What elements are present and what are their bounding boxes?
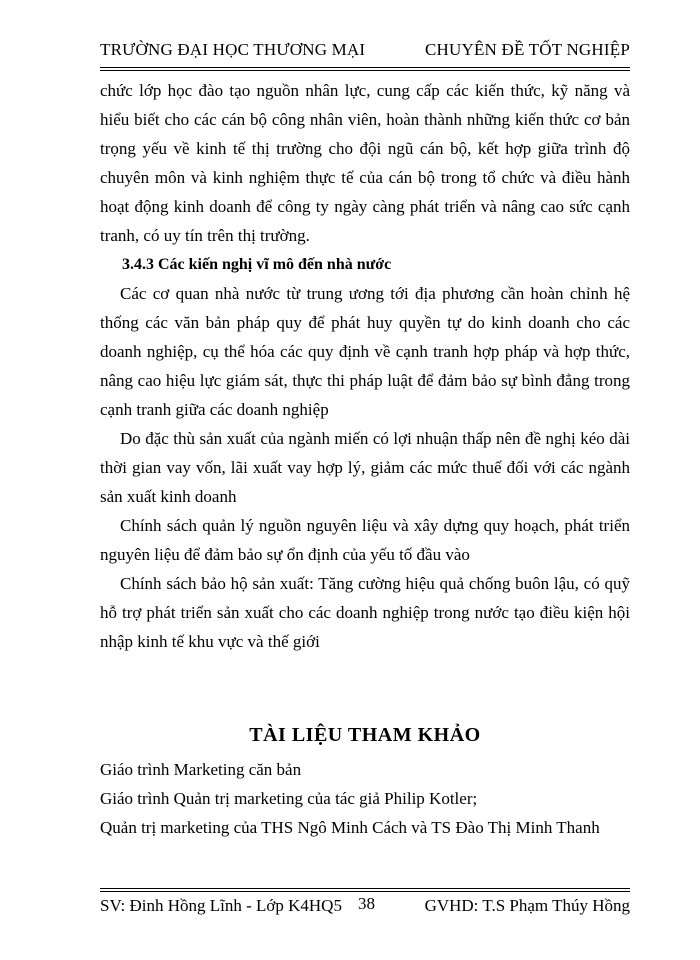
footer-rule (100, 888, 630, 892)
page-number: 38 (358, 894, 375, 913)
section-heading: 3.4.3 Các kiến nghị vĩ mô đến nhà nước (122, 256, 392, 273)
paragraph-4: Chính sách quản lý nguồn nguyên liệu và xây dựng quy hoạch, phát triển nguyên liệu để đảm bảo sự ổn định của yếu tố đầu vào (100, 516, 630, 564)
reference-item: Quản trị marketing của THS Ngô Minh Cách và TS Đào Thị Minh Thanh (100, 818, 600, 837)
header-doc-type: CHUYÊN ĐỀ TỐT NGHIỆP (424, 40, 630, 59)
header-school: TRƯỜNG ĐẠI HỌC THƯƠNG MẠI (100, 40, 366, 59)
page-footer (100, 888, 630, 928)
paragraph-3: Do đặc thù sản xuất của ngành miến có lợi nhuận thấp nên đề nghị kéo dài thời gian vay vốn, lãi xuất vay hợp lý, giảm các mức thuế đối với các ngành sản xuất kinh doanh (100, 429, 630, 506)
footer-student: SV: Đinh Hồng Lĩnh - Lớp K4HQ5 (100, 896, 342, 915)
references-list (100, 755, 630, 842)
paragraph-2: Các cơ quan nhà nước từ trung ương tới địa phương cần hoàn chỉnh hệ thống các văn bản pháp quy để phát huy quyền tự do kinh doanh cho các doanh nghiệp, cụ thể hóa các quy định về cạnh tranh hợp pháp và hợp thức, nâng cao hiệu lực giám sát, thực thi pháp luật để đảm bảo sự bình đẳng trong cạnh tranh giữa các doanh nghiệp (100, 284, 630, 419)
references-title: TÀI LIỆU THAM KHẢO (249, 724, 481, 746)
page-header (100, 40, 630, 68)
reference-item: Giáo trình Quản trị marketing của tác giả Philip Kotler; (100, 789, 478, 808)
body-content (100, 76, 630, 656)
reference-item: Giáo trình Marketing căn bản (100, 760, 302, 779)
footer-advisor: GVHD: T.S Phạm Thúy Hồng (424, 896, 630, 915)
paragraph-1: chức lớp học đào tạo nguồn nhân lực, cung cấp các kiến thức, kỹ năng và hiểu biết cho các cán bộ công nhân viên, hoàn thành những kiến thức cơ bản trọng yếu về kinh tế thị trường cho đội ngũ cán bộ, kết hợp giữa trình độ chuyên môn và kinh nghiệm thực tế của cán bộ trong tổ chức và điều hành hoạt động kinh doanh để công ty ngày càng phát triển và nâng cao sức cạnh tranh, có uy tín trên thị trường. (100, 81, 630, 245)
paragraph-5: Chính sách bảo hộ sản xuất: Tăng cường hiệu quả chống buôn lậu, có quỹ hỗ trợ phát triển sản xuất cho các doanh nghiệp trong nước tạo điều kiện hội nhập kinh tế khu vực và thế giới (100, 574, 630, 651)
header-rule (100, 67, 630, 71)
